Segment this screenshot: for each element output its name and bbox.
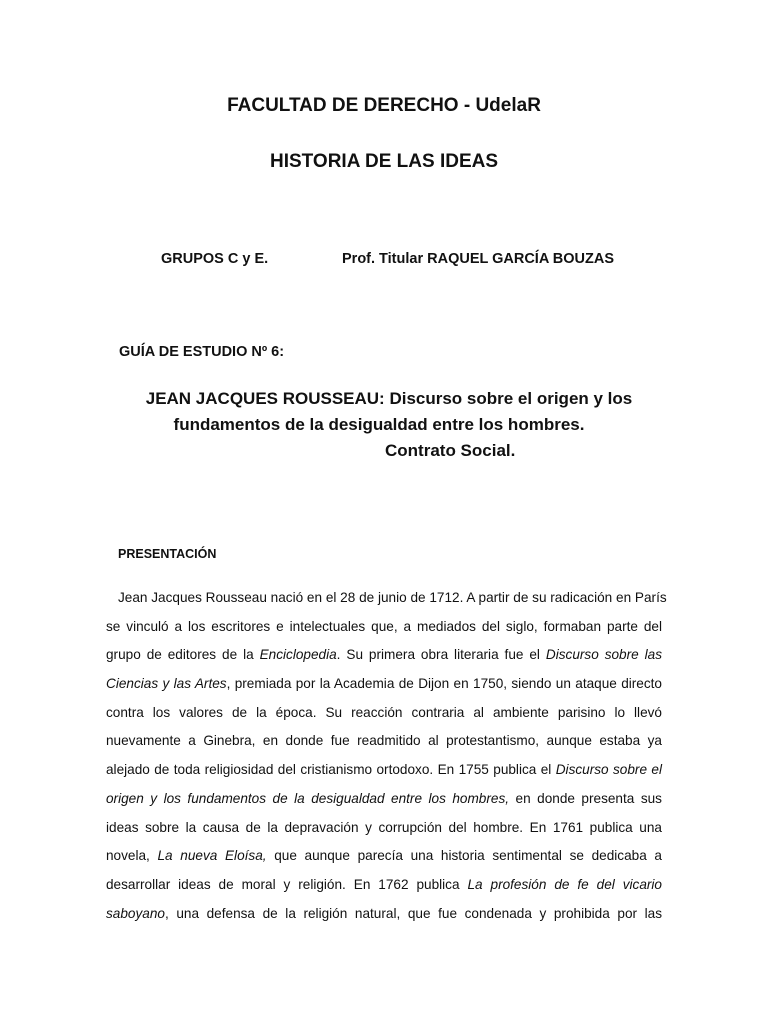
paragraph-text: , una defensa de la religión natural, que fue condenada y prohibida por las	[164, 905, 662, 921]
paragraph-line	[106, 584, 667, 613]
paragraph-text: novela,	[106, 848, 158, 864]
paragraph-text: se vinculó a los escritores e intelectuales que, a mediados del siglo, formaban parte del	[106, 618, 662, 634]
italic-text: origen y los fundamentos de la desigualdad entre los hombres,	[106, 790, 510, 806]
paragraph-line	[106, 785, 662, 814]
subject-line-2: fundamentos de la desigualdad entre los hombres.	[173, 415, 585, 434]
italic-text: Discurso sobre el	[555, 762, 662, 778]
paragraph-line	[106, 670, 662, 699]
professor-label: Prof. Titular RAQUEL GARCÍA BOUZAS	[342, 251, 615, 267]
paragraph-text: que aunque parecía una historia sentimental se dedicaba a	[266, 848, 662, 864]
paragraph-line	[106, 699, 662, 728]
paragraph-line	[106, 613, 662, 642]
subject-line-3: Contrato Social.	[385, 441, 516, 460]
paragraph-line	[106, 900, 662, 929]
paragraph-text: contra los valores de la época. Su reacción contraria al ambiente parisino lo llevó	[106, 704, 662, 720]
paragraph-line	[106, 842, 662, 871]
paragraph-text: , premiada por la Academia de Dijon en 1750, siendo un ataque directo	[226, 676, 662, 692]
paragraph-text: en donde presenta sus	[509, 790, 662, 806]
paragraph-text: nuevamente a Ginebra, en donde fue readmitido al protestantismo, aunque estaba ya	[106, 733, 662, 749]
italic-text: Enciclopedia	[259, 647, 337, 663]
paragraph-line	[106, 814, 662, 843]
italic-text: La nueva Eloísa,	[157, 848, 267, 864]
study-guide-label: GUÍA DE ESTUDIO Nº 6:	[119, 344, 285, 360]
paragraph-line	[106, 756, 662, 785]
paragraph-line	[106, 641, 662, 670]
paragraph-line	[106, 727, 662, 756]
course-title: HISTORIA DE LAS IDEAS	[269, 151, 499, 172]
paragraph-text: alejado de toda religiosidad del cristianismo ortodoxo. En 1755 publica el	[106, 762, 556, 778]
paragraph-text: Jean Jacques Rousseau nació en el 28 de junio de 1712. A partir de su radicación en París	[118, 590, 667, 605]
paragraph-text: desarrollar ideas de moral y religión. En 1762 publica	[106, 876, 468, 892]
paragraph-line	[106, 871, 662, 900]
paragraph-text: grupo de editores de la	[106, 647, 260, 663]
italic-text: saboyano	[106, 905, 165, 921]
italic-text: La profesión de fe del vicario	[467, 876, 662, 892]
subject-line-1: JEAN JACQUES ROUSSEAU: Discurso sobre el origen y los	[145, 389, 633, 408]
presentation-paragraph	[106, 584, 667, 928]
paragraph-text: . Su primera obra literaria fue el	[336, 647, 546, 663]
italic-text: Ciencias y las Artes	[106, 676, 227, 692]
paragraph-text: ideas sobre la causa de la depravación y corrupción del hombre. En 1761 publica una	[106, 819, 662, 835]
groups-label: GRUPOS C y E.	[161, 251, 269, 267]
faculty-title: FACULTAD DE DERECHO - UdelaR	[227, 95, 541, 116]
section-heading: PRESENTACIÓN	[118, 547, 217, 561]
italic-text: Discurso sobre las	[545, 647, 662, 663]
